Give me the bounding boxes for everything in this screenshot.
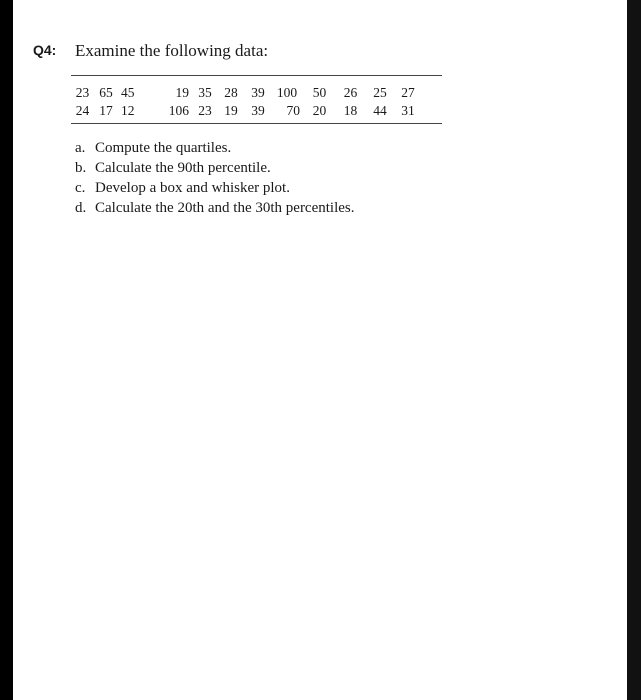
data-cell: 70	[286, 103, 300, 118]
data-cell: 27	[401, 85, 415, 100]
question-title: Examine the following data:	[75, 41, 269, 60]
data-cell: 39	[251, 103, 265, 118]
data-cell: 23	[198, 103, 212, 118]
data-cell: 19	[175, 85, 189, 100]
item-text: Compute the quartiles.	[95, 140, 232, 156]
table-bottom-rule	[71, 123, 442, 124]
question-label: Q4:	[33, 42, 57, 58]
list-item	[75, 138, 355, 158]
item-letter: d.	[75, 200, 87, 216]
data-row-1	[71, 84, 421, 102]
item-text: Develop a box and whisker plot.	[95, 180, 290, 196]
item-letter: c.	[75, 180, 86, 196]
data-cell: 106	[168, 103, 189, 118]
table-top-rule	[71, 75, 442, 76]
data-cell: 20	[312, 103, 327, 118]
data-cell: 26	[343, 85, 358, 100]
data-cell: 50	[312, 85, 327, 100]
data-cell: 35	[198, 85, 212, 100]
data-cell: 45	[121, 85, 135, 100]
data-cell: 44	[373, 103, 387, 118]
data-cell: 24	[75, 103, 90, 118]
data-cell: 23	[75, 85, 90, 100]
question-parts	[75, 138, 355, 218]
data-cell: 100	[276, 85, 298, 100]
data-cell: 65	[99, 85, 113, 100]
data-cell: 17	[99, 103, 113, 118]
data-cell: 39	[251, 85, 265, 100]
data-cell: 31	[401, 103, 415, 118]
page-edge	[627, 0, 641, 700]
item-letter: a.	[75, 140, 86, 156]
data-cell: 19	[224, 103, 238, 118]
data-cell: 28	[224, 85, 238, 100]
list-item	[75, 178, 355, 198]
item-text: Calculate the 20th and the 30th percentiles.	[95, 200, 355, 216]
data-cell: 25	[373, 85, 387, 100]
item-text: Calculate the 90th percentile.	[95, 160, 271, 176]
list-item	[75, 198, 355, 218]
data-row-2	[71, 102, 421, 120]
data-cell: 18	[343, 103, 358, 118]
list-item	[75, 158, 355, 178]
data-table	[71, 84, 421, 120]
data-cell: 12	[121, 103, 135, 118]
item-letter: b.	[75, 160, 87, 176]
